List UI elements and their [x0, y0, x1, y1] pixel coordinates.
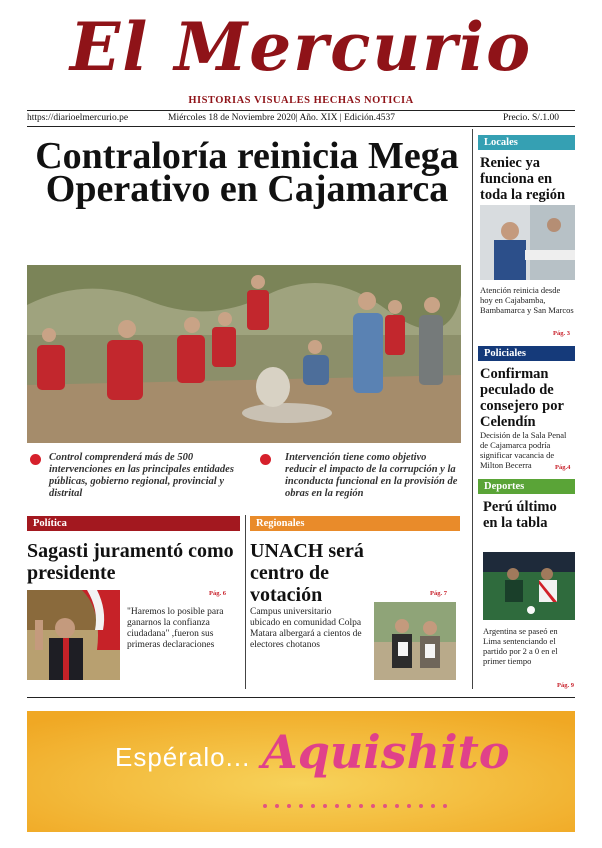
regionales-headline[interactable]: UNACH será centro de votación [250, 540, 364, 606]
bottom-rule [27, 697, 575, 698]
deportes-photo [483, 552, 575, 620]
policiales-page: Pág.4 [555, 464, 571, 471]
main-photo [27, 265, 461, 443]
deportes-summary: Argentina se paseó en Lima sentenciando el partido por 2 a 0 en el primer tiempo [483, 626, 558, 666]
policiales-summary: Decisión de la Sala Penal de Cajamarca podría significar vacancia de Milton Becerra [480, 430, 567, 470]
date-edition: Miércoles 18 de Noviembre 2020| Año. XIX | Edición.4537 [168, 113, 396, 123]
bottom-story-divider [245, 515, 246, 689]
ad-lead-text: Espéralo... [115, 742, 251, 772]
sidebar-divider [472, 129, 473, 689]
main-bullet-2: Intervención tiene como objetivo reducir el impacto de la corrupción y la inconducta funcional en la provisión de obras en la región [285, 452, 458, 499]
locales-photo [480, 205, 575, 280]
regionales-summary: Campus universitario ubicado en comunidad Colpa Matara albergará a cientos de electores chotanos [250, 607, 362, 650]
politica-page: Pág. 6 [209, 590, 226, 597]
locales-headline[interactable]: Reniec ya funciona en toda la región [480, 155, 566, 203]
regionales-page: Pág. 7 [430, 590, 447, 597]
bullet-dot [260, 454, 271, 465]
politica-photo [27, 590, 120, 680]
masthead-tagline: HISTORIAS VISUALES HECHAS NOTICIA [188, 95, 414, 106]
section-policiales[interactable]: Policiales [478, 346, 575, 361]
politica-headline[interactable]: Sagasti juramentó como presidente [27, 540, 234, 584]
regionales-photo [374, 602, 456, 680]
top-rule [27, 110, 575, 111]
ad-brand-logo: Aquishito [262, 725, 510, 779]
price: Precio. S/.1.00 [503, 113, 559, 123]
bullet-dot [30, 454, 41, 465]
section-politica[interactable]: Política [27, 516, 240, 531]
main-bullet-1: Control comprenderá más de 500 intervenciones en las principales entidades públicas, gobierno regional, provincial y distrital [49, 452, 234, 499]
masthead-title: El Mercurio [69, 8, 533, 86]
section-deportes[interactable]: Deportes [478, 479, 575, 494]
main-headline[interactable]: Contraloría reinicia Mega Operativo en Cajamarca [35, 135, 459, 210]
section-locales[interactable]: Locales [478, 135, 575, 150]
deportes-page: Pág. 9 [557, 682, 574, 689]
deportes-headline[interactable]: Perú último en la tabla [483, 499, 557, 531]
website-link[interactable]: https://diarioelmercurio.pe [27, 113, 129, 123]
policiales-headline[interactable]: Confirman peculado de consejero por Celendín [480, 366, 564, 430]
section-regionales[interactable]: Regionales [250, 516, 460, 531]
locales-page: Pág. 3 [553, 330, 570, 337]
info-rule [27, 126, 575, 127]
politica-summary: "Haremos lo posible para ganarnos la confianza ciudadana" ,fueron sus primeras declaraciones [127, 607, 224, 650]
locales-summary: Atención reinicia desde hoy en Cajabamba, Bambamarca y San Marcos [480, 285, 574, 315]
